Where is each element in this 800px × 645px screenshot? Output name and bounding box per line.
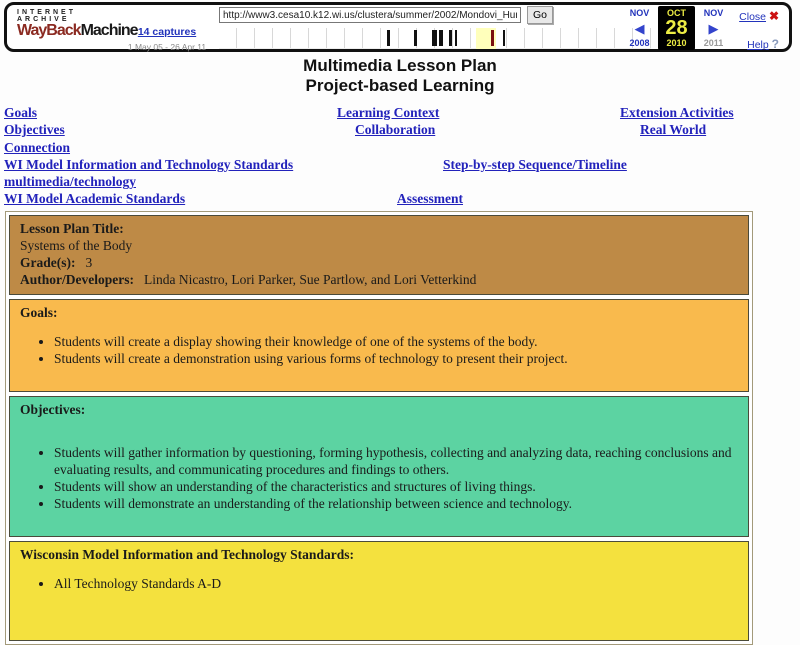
wayback-toolbar <box>4 2 792 52</box>
nav-row <box>0 157 800 174</box>
prev-capture-arrow-icon[interactable]: ◀ <box>634 20 645 36</box>
objectives-bullet: • Students will gather information by questioning, forming hypothesis, collecting and analyzing data, reaching conclusions and evaluating results, and communicating procedures and findings to others. <box>54 444 738 478</box>
date-navigation <box>621 6 732 50</box>
nav-row <box>0 105 800 122</box>
objectives-bullet: • Students will show an understanding of the characteristics and structures of living things. <box>54 478 738 495</box>
goals-section <box>9 299 749 392</box>
current-year-label: 2010 <box>666 38 687 48</box>
prev-date-column <box>621 6 658 50</box>
prev-month-label: NOV <box>629 8 650 18</box>
current-date-column <box>658 6 695 50</box>
help-toolbar <box>747 37 779 51</box>
authors-value: Linda Nicastro, Lori Parker, Sue Partlow, and Lori Vetterkind <box>143 272 477 287</box>
nav-link-collaboration[interactable]: Collaboration <box>355 122 436 138</box>
timeline-tick[interactable] <box>432 30 437 46</box>
timeline-tick[interactable] <box>455 30 457 46</box>
nav-row <box>0 174 800 191</box>
nav-link-assessment[interactable]: Assessment <box>397 191 463 207</box>
goals-bullet: • Students will create a demonstration using various forms of technology to present their project. <box>54 350 738 367</box>
wi-standards-heading: Wisconsin Model Information and Technology Standards: <box>20 547 354 562</box>
timeline-tick[interactable] <box>414 30 417 46</box>
current-day-label: 28 <box>665 17 688 39</box>
nav-link-objectives[interactable]: Objectives <box>4 122 65 138</box>
page-title <box>0 56 800 96</box>
help-link[interactable]: Help <box>747 39 769 51</box>
nav-row <box>0 122 800 139</box>
next-date-column <box>695 6 732 50</box>
timeline-tick[interactable] <box>503 30 505 46</box>
next-month-label: NOV <box>703 8 724 18</box>
captures-link[interactable]: 14 captures <box>137 26 197 38</box>
page-title-line1: Multimedia Lesson Plan <box>303 56 497 75</box>
current-month-label: OCT <box>667 8 686 18</box>
objectives-heading: Objectives: <box>20 402 86 417</box>
lesson-plan-nav <box>0 105 800 209</box>
captures-date-range: 1 May 05 - 26 Apr 11 <box>127 42 207 52</box>
objectives-bullet: • Students will demonstrate an understanding of the relationship between science and technology. <box>54 495 738 512</box>
help-icon[interactable]: ? <box>771 37 779 51</box>
nav-link-real-world[interactable]: Real World <box>640 122 707 138</box>
go-button[interactable]: Go <box>527 6 553 24</box>
timeline-tick[interactable] <box>439 30 443 46</box>
nav-link-learning-context[interactable]: Learning Context <box>337 105 440 120</box>
timeline-tick[interactable] <box>449 30 452 46</box>
objectives-section <box>9 396 749 537</box>
close-icon[interactable]: ✖ <box>768 9 779 23</box>
wayback-machine-logo-text: WayBackMachine <box>17 22 138 39</box>
nav-link-goals[interactable]: Goals <box>4 105 38 120</box>
page-title-line2: Project-based Learning <box>305 76 495 95</box>
authors-label: Author/Developers: <box>20 272 134 287</box>
lesson-info-section <box>9 215 749 295</box>
close-link[interactable]: Close <box>739 11 767 23</box>
timeline-current-capture-tick[interactable] <box>491 30 494 46</box>
grade-label: Grade(s): <box>20 255 76 270</box>
nav-row <box>0 191 800 208</box>
lesson-title-value: Systems of the Body <box>20 238 133 253</box>
lesson-title-label: Lesson Plan Title: <box>20 221 124 236</box>
wi-standards-section <box>9 541 749 641</box>
grade-value: 3 <box>85 255 93 270</box>
close-toolbar <box>739 9 779 23</box>
goals-list <box>20 333 738 367</box>
goals-bullet: • Students will create a display showing their knowledge of one of the systems of the body. <box>54 333 738 350</box>
nav-link-extension-activities[interactable]: Extension Activities <box>620 105 734 120</box>
next-year-link[interactable]: 2011 <box>703 38 724 48</box>
nav-link-connection[interactable]: Connection <box>4 139 71 155</box>
next-capture-arrow-icon[interactable]: ▶ <box>708 20 719 36</box>
captures-info <box>125 22 209 52</box>
wayback-logo[interactable] <box>17 9 138 39</box>
goals-heading: Goals: <box>20 305 58 320</box>
nav-link-multimedia-technology[interactable]: multimedia/technology <box>4 174 136 190</box>
lesson-plan-container <box>5 211 753 645</box>
nav-link-wi-model-academic-standards[interactable]: WI Model Academic Standards <box>4 191 186 207</box>
timeline-tick[interactable] <box>387 30 390 46</box>
url-input[interactable] <box>219 7 521 23</box>
wi-standards-bullet: • All Technology Standards A-D <box>54 575 738 592</box>
prev-year-link[interactable]: 2008 <box>629 38 650 48</box>
wi-standards-list <box>20 575 738 592</box>
nav-link-step-by-step[interactable]: Step-by-step Sequence/Timeline <box>443 156 627 172</box>
objectives-list <box>20 444 738 512</box>
internet-archive-label: INTERNET ARCHIVE <box>17 9 76 23</box>
capture-timeline[interactable] <box>219 28 651 49</box>
nav-link-wi-model-it-standards[interactable]: WI Model Information and Technology Standards <box>4 156 294 172</box>
nav-row <box>0 140 800 157</box>
